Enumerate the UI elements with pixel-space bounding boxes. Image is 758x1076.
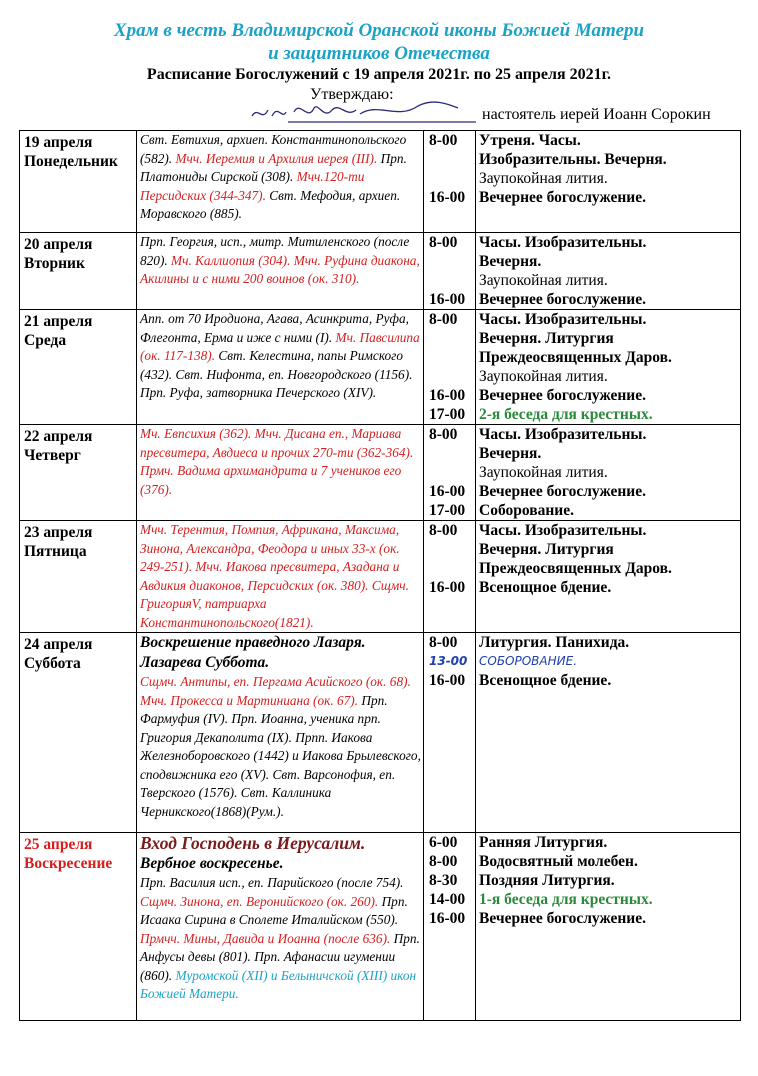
service-item: 2-я беседа для крестных. xyxy=(479,406,653,423)
saints-text xyxy=(140,310,421,403)
service-time xyxy=(429,252,475,271)
saints-text xyxy=(140,233,421,289)
service-item: Часы. Изобразительны. xyxy=(479,311,647,328)
service-item: Вечерня. xyxy=(479,253,542,270)
service-item: 1-я беседа для крестных. xyxy=(479,891,653,908)
service-item: Литургия. Панихида. xyxy=(479,634,630,651)
saints-cell xyxy=(137,310,424,425)
saints-cell xyxy=(137,833,424,1021)
schedule-row xyxy=(20,425,741,521)
schedule-row xyxy=(20,633,741,833)
saint-commemoration: Муромской (XII) и Белыничской (XIII) икон Божией Матери. xyxy=(140,967,417,1001)
service-time xyxy=(429,348,475,367)
day-date: 22 апреля xyxy=(24,428,93,445)
service-time: 8-00 xyxy=(429,634,458,651)
service-time xyxy=(429,150,475,169)
saint-commemoration: Прп. Георгия, исп., митр. Митиленского (после 820). xyxy=(140,234,410,268)
saint-commemoration: Мчч. Иеремия и Архилия иерея (III). xyxy=(175,150,381,166)
day-weekday: Суббота xyxy=(24,655,81,672)
day-date: 24 апреля xyxy=(24,636,93,653)
feast-subtitle: Лазарева Суббота. xyxy=(140,654,270,671)
service-time: 8-00 xyxy=(429,522,458,539)
service-time xyxy=(429,169,475,188)
schedule-table xyxy=(19,130,741,1021)
service-item: Всенощное бдение. xyxy=(479,672,612,689)
saint-commemoration: Прп. Анфусы девы (801). Прп. Афанасии игумении (860). xyxy=(140,930,420,983)
service-item: Вечерня. Литургия xyxy=(479,541,614,558)
day-weekday: Среда xyxy=(24,332,67,349)
day-cell xyxy=(20,633,137,833)
day-date: 25 апреля xyxy=(24,836,93,853)
saint-commemoration: Мч. Евпсихия (362). Мчч. Дисана еп., Мариава пресвитера, Авдиеса и прочих 270-ти (362-364). Прмч. Вадима архимандрита и 7 учеников его (376). xyxy=(140,426,414,497)
service-time: 14-00 xyxy=(429,891,466,908)
day-cell xyxy=(20,833,137,1021)
service-time: 16-00 xyxy=(429,672,466,689)
time-cell xyxy=(424,233,476,310)
service-time: 16-00 xyxy=(429,910,466,927)
schedule-row xyxy=(20,310,741,425)
services-cell xyxy=(476,425,741,521)
saints-text xyxy=(140,425,421,499)
service-time: 8-30 xyxy=(429,872,458,889)
service-item: Вечернее богослужение. xyxy=(479,387,646,404)
saints-text xyxy=(140,673,421,821)
feast-title: Вход Господень в Иерусалим. xyxy=(140,833,366,853)
service-item: Заупокойная лития. xyxy=(479,368,608,385)
day-date: 19 апреля xyxy=(24,134,93,151)
time-cell xyxy=(424,310,476,425)
signature-image xyxy=(248,92,480,132)
service-time: 17-00 xyxy=(429,502,466,519)
service-item: Вечернее богослужение. xyxy=(479,189,646,206)
service-time xyxy=(429,463,475,482)
service-item: Соборование. xyxy=(479,502,574,519)
service-item: Часы. Изобразительны. xyxy=(479,426,647,443)
saint-commemoration: Сщмч. Антипы, еп. Пергама Асийского (ок. 68). Мчч. Прокесса и Мартиниана (ок. 67). xyxy=(140,674,411,708)
schedule-row xyxy=(20,131,741,233)
schedule-row xyxy=(20,521,741,633)
service-item: Ранняя Литургия. xyxy=(479,834,608,851)
day-date: 21 апреля xyxy=(24,313,93,330)
service-time: 16-00 xyxy=(429,483,466,500)
service-time xyxy=(429,540,475,559)
time-cell xyxy=(424,425,476,521)
saint-commemoration: Прп. Фармуфия (IV). Прп. Иоанна, ученика прп. Григория Декаполита (IX). Прпп. Иакова Железноборовского (1442) и Иакова Брылевского, сподвижника его (XV). Свт. Варсонофия, еп. Тверского (1576). Свт. Каллиника Черникского(1868)(Рум.). xyxy=(140,692,421,819)
service-time: 16-00 xyxy=(429,387,466,404)
schedule-row xyxy=(20,833,741,1021)
services-cell xyxy=(476,833,741,1021)
service-time: 16-00 xyxy=(429,189,466,206)
saint-commemoration: Сщмч. Зинона, еп. Веронийского (ок. 260). xyxy=(140,893,382,909)
service-item: Утреня. Часы. xyxy=(479,132,581,149)
service-time: 6-00 xyxy=(429,834,458,851)
service-time: 13-00 xyxy=(429,654,468,668)
service-time: 16-00 xyxy=(429,579,466,596)
service-item: Заупокойная лития. xyxy=(479,170,608,187)
saints-text xyxy=(140,521,421,632)
saints-cell xyxy=(137,233,424,310)
day-weekday: Вторник xyxy=(24,255,85,272)
day-date: 23 апреля xyxy=(24,524,93,541)
saints-cell xyxy=(137,521,424,633)
service-item: СОБОРОВАНИЕ. xyxy=(479,654,578,668)
schedule-subtitle: Расписание Богослужений с 19 апреля 2021г. по 25 апреля 2021г. xyxy=(146,66,612,83)
service-time xyxy=(429,559,475,578)
services-cell xyxy=(476,131,741,233)
day-cell xyxy=(20,131,137,233)
saint-commemoration: Прмчч. Мины, Давида и Иоанна (после 636). xyxy=(140,930,394,946)
service-item: Заупокойная лития. xyxy=(479,272,608,289)
saints-cell xyxy=(137,633,424,833)
saint-commemoration: Прп. Василия исп., еп. Парийского (после 754). xyxy=(140,875,404,890)
day-date: 20 апреля xyxy=(24,236,93,253)
day-cell xyxy=(20,310,137,425)
feast-subtitle: Вербное воскресенье. xyxy=(140,855,284,872)
day-cell xyxy=(20,425,137,521)
feast-subtitle: Воскрешение праведного Лазаря. xyxy=(140,634,366,651)
service-item: Преждеосвященных Даров. xyxy=(479,560,672,577)
service-item: Изобразительны. Вечерня. xyxy=(479,151,667,168)
service-time: 17-00 xyxy=(429,406,466,423)
service-item: Часы. Изобразительны. xyxy=(479,522,647,539)
service-item: Часы. Изобразительны. xyxy=(479,234,647,251)
service-item: Вечернее богослужение. xyxy=(479,483,646,500)
church-title-line1: Храм в честь Владимирской Оранской иконы Божией Матери xyxy=(113,20,645,41)
services-cell xyxy=(476,233,741,310)
service-item: Вечерня. xyxy=(479,445,542,462)
service-time: 8-00 xyxy=(429,426,458,443)
saint-commemoration: Апп. от 70 Иродиона, Агава, Асинкрита, Руфа, Флегонта, Ерма и иже с ними (I). xyxy=(140,311,409,345)
saint-commemoration: Мч. Павсилипа (ок. 117-138). xyxy=(140,329,420,363)
saint-commemoration: Свт. Мефодия, архиеп. Моравского (885). xyxy=(140,187,401,221)
services-cell xyxy=(476,521,741,633)
time-cell xyxy=(424,633,476,833)
services-cell xyxy=(476,633,741,833)
day-weekday: Понедельник xyxy=(24,153,118,170)
service-time xyxy=(429,329,475,348)
rector-name: настоятель иерей Иоанн Сорокин xyxy=(482,106,711,123)
day-weekday: Четверг xyxy=(24,447,81,464)
schedule-row xyxy=(20,233,741,310)
service-time: 16-00 xyxy=(429,291,466,308)
saint-commemoration: Свт. Евтихия, архиеп. Константинопольского (582). xyxy=(140,132,407,166)
day-weekday: Воскресение xyxy=(24,855,113,872)
saint-commemoration: Мчч.120-ти Персидских (344-347). xyxy=(140,169,365,203)
saints-cell xyxy=(137,425,424,521)
service-item: Преждеосвященных Даров. xyxy=(479,349,672,366)
service-time: 8-00 xyxy=(429,234,458,251)
day-cell xyxy=(20,233,137,310)
time-cell xyxy=(424,521,476,633)
service-item: Вечернее богослужение. xyxy=(479,291,646,308)
day-weekday: Пятница xyxy=(24,543,87,560)
saints-cell xyxy=(137,131,424,233)
saint-commemoration: Мчч. Терентия, Помпия, Африкана, Максима, Зинона, Александра, Феодора и иных 33-х (ок. 249-251). Мчч. Иакова пресвитера, Азадана и Авдикия диаконов, Персидских (ок. 380). Сщмч. ГригорияV, патриарха Константинопольского(1821). xyxy=(140,522,409,630)
service-item: Вечернее богослужение. xyxy=(479,910,646,927)
time-cell xyxy=(424,131,476,233)
saint-commemoration: Прп. Платониды Сирской (308). xyxy=(140,150,407,184)
service-time xyxy=(429,271,475,290)
saint-commemoration: Свт. Келестина, папы Римского (432). Свт. Нифонта, еп. Новгородского (1156). Прп. Руфа, затворника Печерского (XIV). xyxy=(140,348,413,400)
church-title-line2: и защитников Отечества xyxy=(268,43,490,64)
service-time: 8-00 xyxy=(429,853,458,870)
service-item: Заупокойная лития. xyxy=(479,464,608,481)
time-cell xyxy=(424,833,476,1021)
service-time: 8-00 xyxy=(429,132,458,149)
service-time xyxy=(429,444,475,463)
day-cell xyxy=(20,521,137,633)
saint-commemoration: Мч. Каллиопия (304). Мчч. Руфина диакона, Акилины и с ними 200 воинов (ок. 310). xyxy=(140,252,420,286)
approve-label: Утверждаю: xyxy=(310,86,394,103)
service-item: Водосвятный молебен. xyxy=(479,853,638,870)
services-cell xyxy=(476,310,741,425)
service-time xyxy=(429,367,475,386)
service-item: Поздняя Литургия. xyxy=(479,872,615,889)
saints-text xyxy=(140,131,421,224)
saints-text xyxy=(140,874,421,1004)
service-item: Всенощное бдение. xyxy=(479,579,612,596)
service-item: Вечерня. Литургия xyxy=(479,330,614,347)
service-time: 8-00 xyxy=(429,311,458,328)
saint-commemoration: Прп. Исаака Сирина в Сполете Италийском (550). xyxy=(140,893,408,927)
